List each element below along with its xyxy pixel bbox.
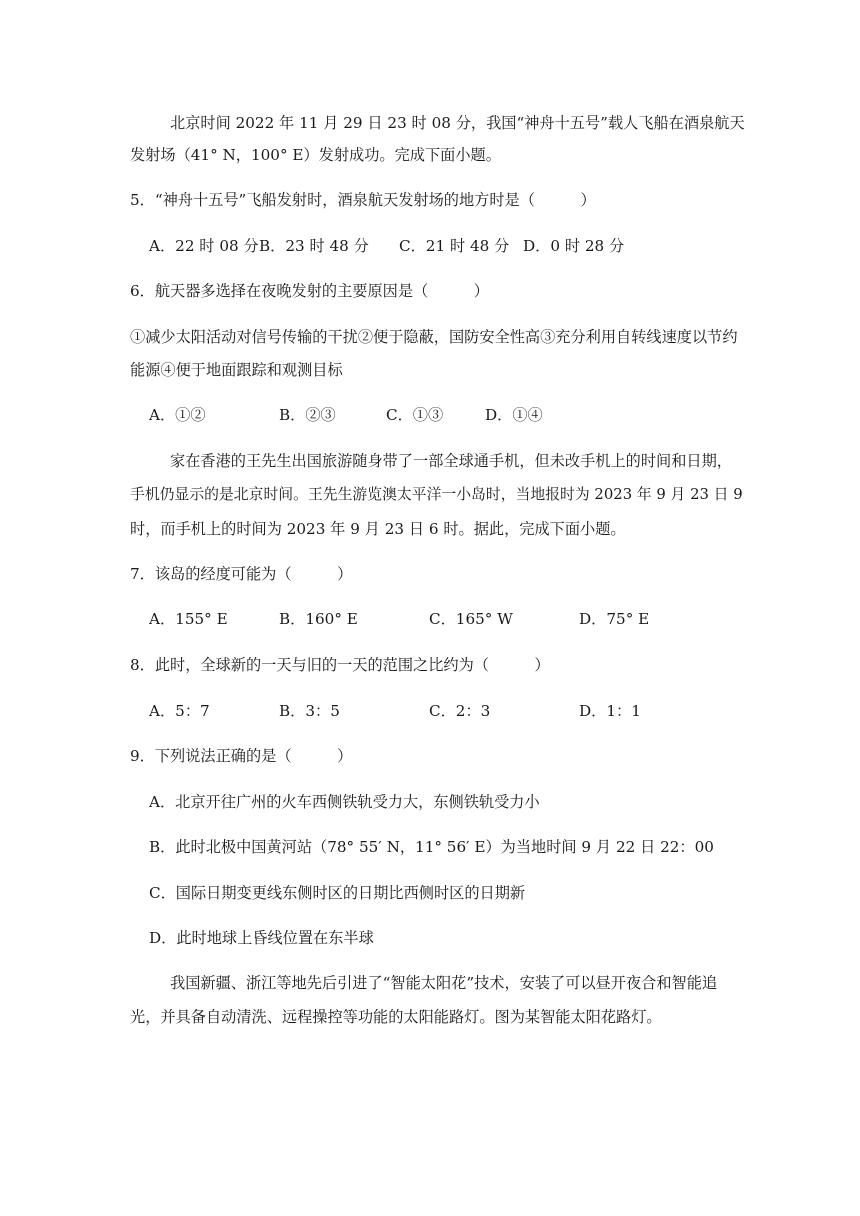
passage3-line1: 我国新疆、浙江等地先后引进了“智能太阳花”技术，安装了可以昼开夜合和智能追 bbox=[170, 974, 718, 992]
q5-stem: 5．“神舟十五号”飞船发射时，酒泉航天发射场的地方时是（ ） bbox=[130, 191, 596, 209]
q6-stem: 6．航天器多选择在夜晚发射的主要原因是（ ） bbox=[130, 282, 489, 300]
passage2-line2: 手机仍显示的是北京时间。王先生游览澳太平洋一小岛时，当地报时为 2023 年 9 月 23 日 9 bbox=[130, 486, 743, 503]
q8-option-b: B．3：5 bbox=[279, 702, 340, 720]
q9-option-d: D．此时地球上昏线位置在东半球 bbox=[149, 929, 374, 947]
q9-option-b: B．此时北极中国黄河站（78° 55′ N，11° 56′ E）为当地时间 9 月 22 日 22：00 bbox=[149, 838, 714, 856]
q6-option-b: B．②③ bbox=[279, 406, 336, 424]
passage2-line1: 家在香港的王先生出国旅游随身带了一部全球通手机，但未改手机上的时间和日期， bbox=[170, 452, 732, 470]
q5-option-a: A．22 时 08 分 bbox=[149, 237, 259, 255]
q5-option-d: D．0 时 28 分 bbox=[523, 237, 625, 255]
q8-option-c: C．2：3 bbox=[429, 702, 491, 720]
q7-option-b: B．160° E bbox=[279, 610, 358, 628]
passage3-line2: 光，并具备自动清洗、远程操控等功能的太阳能路灯。图为某智能太阳花路灯。 bbox=[130, 1008, 662, 1026]
passage2-line3: 时，而手机上的时间为 2023 年 9 月 23 日 6 时。据此，完成下面小题。 bbox=[130, 520, 626, 538]
q5-option-c: C．21 时 48 分 bbox=[399, 237, 510, 255]
q7-stem: 7．该岛的经度可能为（ ） bbox=[130, 565, 353, 583]
q6-option-d: D．①④ bbox=[485, 406, 543, 424]
q8-option-a: A．5：7 bbox=[149, 702, 210, 720]
q6-option-c: C．①③ bbox=[386, 406, 444, 424]
q6-statements-line2: 能源④便于地面跟踪和观测目标 bbox=[130, 361, 343, 379]
q6-statements-line1: ①减少太阳活动对信号传输的干扰②便于隐蔽，国防安全性高③充分利用自转线速度以节约 bbox=[130, 328, 738, 346]
q9-option-c: C．国际日期变更线东侧时区的日期比西侧时区的日期新 bbox=[149, 884, 526, 902]
q5-option-b: B．23 时 48 分 bbox=[259, 237, 369, 255]
q9-stem: 9．下列说法正确的是（ ） bbox=[130, 747, 353, 765]
q8-option-d: D．1：1 bbox=[579, 702, 641, 720]
passage1-line2: 发射场（41° N，100° E）发射成功。完成下面小题。 bbox=[130, 146, 501, 164]
passage1-line1: 北京时间 2022 年 11 月 29 日 23 时 08 分，我国“神舟十五号”载人飞船在酒泉航天 bbox=[170, 114, 745, 132]
q6-option-a: A．①② bbox=[149, 406, 206, 424]
q7-option-c: C．165° W bbox=[429, 610, 513, 628]
q7-option-d: D．75° E bbox=[579, 610, 650, 628]
q9-option-a: A．北京开往广州的火车西侧铁轨受力大，东侧铁轨受力小 bbox=[149, 793, 540, 811]
q8-stem: 8．此时，全球新的一天与旧的一天的范围之比约为（ ） bbox=[130, 656, 550, 674]
q7-option-a: A．155° E bbox=[149, 610, 228, 628]
